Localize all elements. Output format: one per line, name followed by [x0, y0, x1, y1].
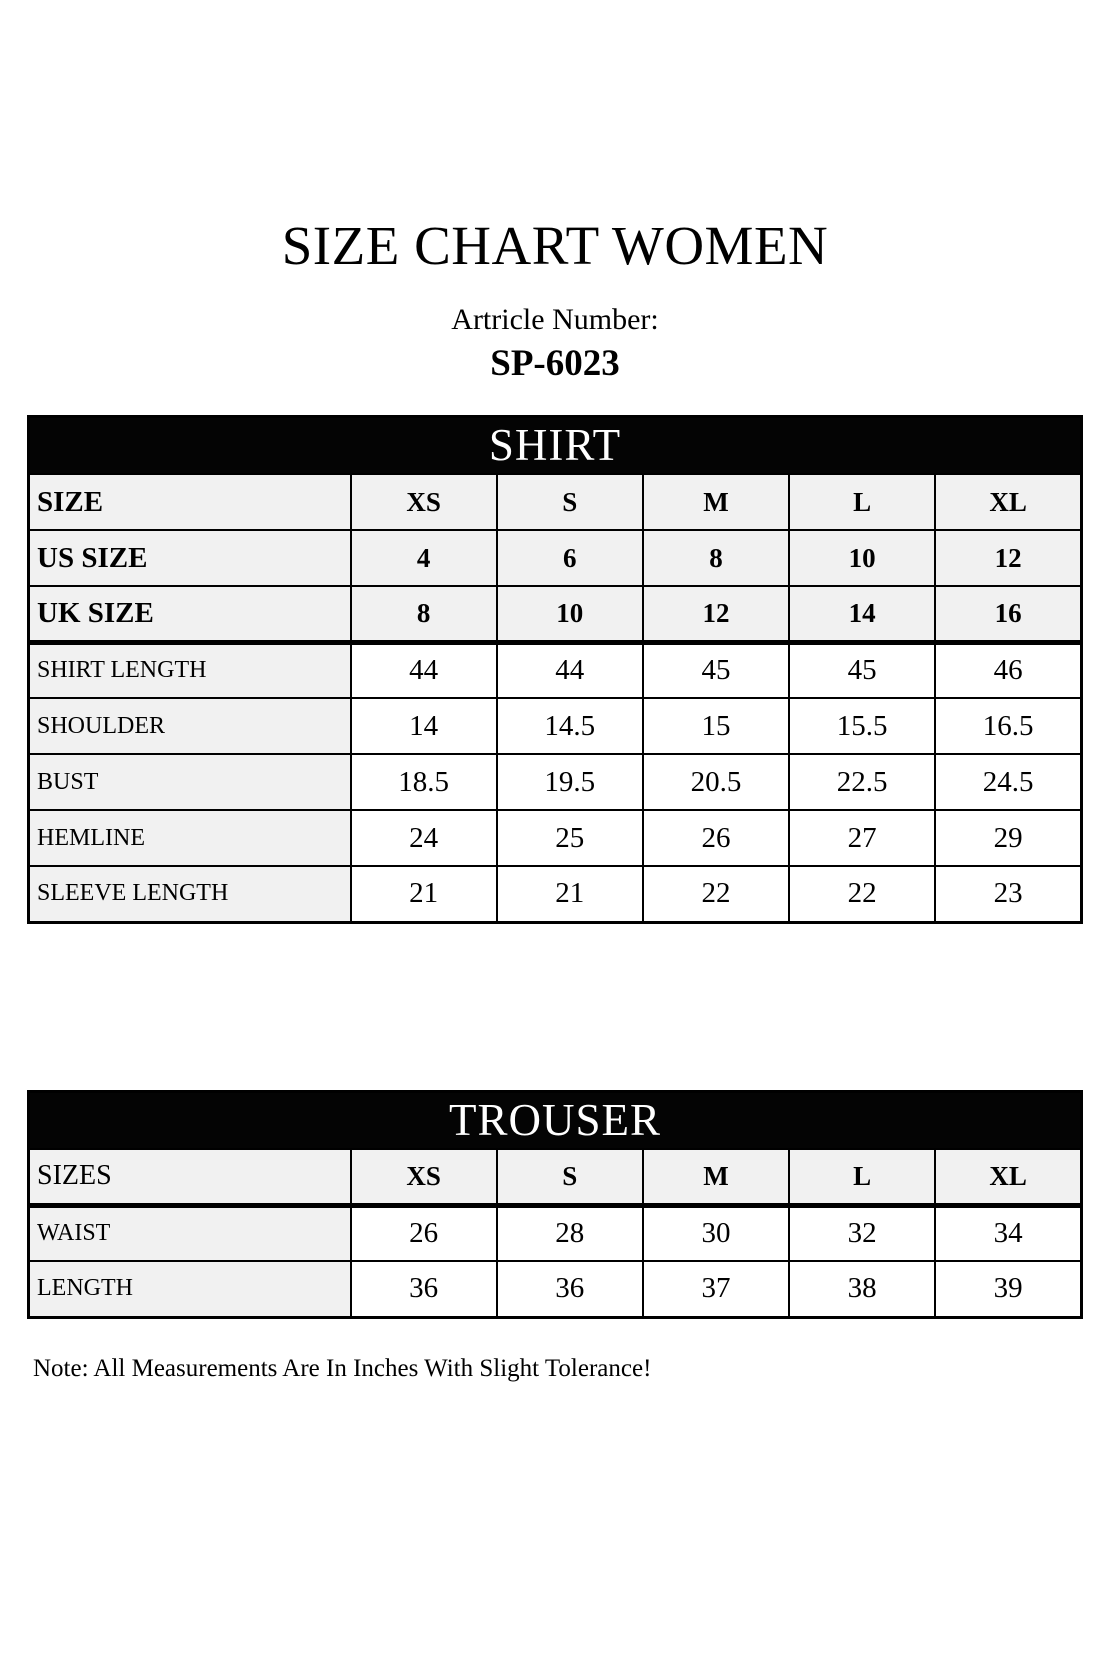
row-label: UK SIZE	[29, 586, 351, 642]
size-cell: 8	[643, 530, 789, 586]
measurement-cell: 22.5	[789, 754, 935, 810]
measurement-cell: 24	[351, 810, 497, 866]
measurement-note: Note: All Measurements Are In Inches With Slight Tolerance!	[33, 1354, 652, 1382]
measurement-cell: 23	[935, 866, 1081, 922]
size-cell: 14	[789, 586, 935, 642]
size-cell: 10	[789, 530, 935, 586]
size-cell: 12	[643, 586, 789, 642]
article-number-value: SP-6023	[490, 342, 620, 384]
measurement-cell: 36	[497, 1261, 643, 1317]
table-row-bust	[29, 754, 1082, 810]
row-label: WAIST	[29, 1205, 351, 1261]
size-cell: XS	[351, 474, 497, 530]
table-row-us-size	[29, 530, 1082, 586]
measurement-cell: 29	[935, 810, 1081, 866]
measurement-cell: 21	[351, 866, 497, 922]
table-row-waist	[29, 1205, 1082, 1261]
table-row-hemline	[29, 810, 1082, 866]
table-row-shirt-length	[29, 642, 1082, 698]
shirt-table-title-row	[29, 416, 1082, 474]
measurement-cell: 14.5	[497, 698, 643, 754]
row-label: BUST	[29, 754, 351, 810]
measurement-cell: 27	[789, 810, 935, 866]
row-label: SIZES	[29, 1149, 351, 1205]
measurement-cell: 38	[789, 1261, 935, 1317]
trouser-size-table	[27, 1090, 1083, 1319]
measurement-cell: 18.5	[351, 754, 497, 810]
size-cell: 8	[351, 586, 497, 642]
measurement-cell: 36	[351, 1261, 497, 1317]
size-cell: L	[789, 1149, 935, 1205]
table-row-length	[29, 1261, 1082, 1317]
size-cell: 4	[351, 530, 497, 586]
row-label: SIZE	[29, 474, 351, 530]
size-cell: M	[643, 474, 789, 530]
measurement-cell: 45	[643, 642, 789, 698]
shirt-table-title: SHIRT	[29, 416, 1082, 474]
measurement-cell: 24.5	[935, 754, 1081, 810]
measurement-cell: 22	[789, 866, 935, 922]
measurement-cell: 37	[643, 1261, 789, 1317]
measurement-cell: 15	[643, 698, 789, 754]
size-cell: XS	[351, 1149, 497, 1205]
measurement-cell: 32	[789, 1205, 935, 1261]
row-label: LENGTH	[29, 1261, 351, 1317]
trouser-table-title: TROUSER	[29, 1091, 1082, 1149]
page-title: SIZE CHART WOMEN	[281, 215, 829, 276]
article-number-label: Artricle Number:	[451, 302, 659, 336]
row-label: US SIZE	[29, 530, 351, 586]
table-row-sizes	[29, 1149, 1082, 1205]
size-cell: XL	[935, 1149, 1081, 1205]
measurement-cell: 44	[351, 642, 497, 698]
measurement-cell: 21	[497, 866, 643, 922]
size-cell: M	[643, 1149, 789, 1205]
measurement-cell: 26	[643, 810, 789, 866]
measurement-cell: 46	[935, 642, 1081, 698]
measurement-cell: 25	[497, 810, 643, 866]
size-cell: S	[497, 1149, 643, 1205]
measurement-cell: 39	[935, 1261, 1081, 1317]
measurement-cell: 15.5	[789, 698, 935, 754]
size-cell: 10	[497, 586, 643, 642]
measurement-cell: 26	[351, 1205, 497, 1261]
size-cell: 12	[935, 530, 1081, 586]
size-cell: 6	[497, 530, 643, 586]
measurement-cell: 16.5	[935, 698, 1081, 754]
measurement-cell: 22	[643, 866, 789, 922]
row-label: HEMLINE	[29, 810, 351, 866]
size-cell: L	[789, 474, 935, 530]
measurement-cell: 28	[497, 1205, 643, 1261]
measurement-cell: 30	[643, 1205, 789, 1261]
measurement-cell: 44	[497, 642, 643, 698]
measurement-cell: 34	[935, 1205, 1081, 1261]
row-label: SLEEVE LENGTH	[29, 866, 351, 922]
table-row-sleeve-length	[29, 866, 1082, 922]
size-cell: XL	[935, 474, 1081, 530]
row-label: SHIRT LENGTH	[29, 642, 351, 698]
shirt-size-table	[27, 415, 1083, 924]
trouser-table-title-row	[29, 1091, 1082, 1149]
measurement-cell: 45	[789, 642, 935, 698]
table-row-size	[29, 474, 1082, 530]
measurement-cell: 14	[351, 698, 497, 754]
row-label: SHOULDER	[29, 698, 351, 754]
table-row-shoulder	[29, 698, 1082, 754]
measurement-cell: 19.5	[497, 754, 643, 810]
table-row-uk-size	[29, 586, 1082, 642]
size-cell: S	[497, 474, 643, 530]
size-cell: 16	[935, 586, 1081, 642]
measurement-cell: 20.5	[643, 754, 789, 810]
size-chart-page	[27, 0, 1083, 1383]
